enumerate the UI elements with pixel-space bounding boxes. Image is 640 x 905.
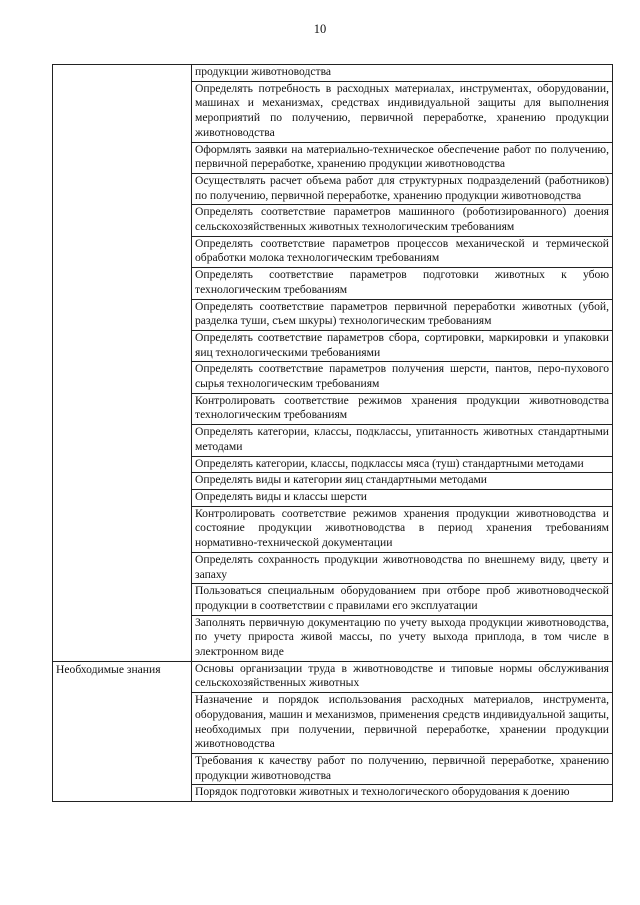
requirement-item: Определять соответствие параметров сбора, сортировки, маркировки и упаковки яиц технологическими требованиями — [192, 330, 613, 361]
table-row — [53, 65, 613, 82]
requirement-item: Определять категории, классы, подклассы мяса (туш) стандартными методами — [192, 456, 613, 473]
category-cell — [53, 65, 192, 662]
requirement-item: Определять потребность в расходных материалах, инструментах, оборудовании, машинах и механизмах, средствах индивидуальной защиты для выполнения мероприятий по получению, первичной переработке, хранению продукции животноводства — [192, 81, 613, 142]
requirement-item: Порядок подготовки животных и технологического оборудования к доению — [192, 785, 613, 802]
table-row — [53, 661, 613, 692]
requirements-table — [52, 64, 613, 802]
requirement-item: Контролировать соответствие режимов хранения продукции животноводства и состояние продукции животноводства в период хранения требованиям нормативно-технической документации — [192, 506, 613, 552]
requirement-item: Определять соответствие параметров процессов механической и термической обработки молока технологическим требованиям — [192, 236, 613, 267]
requirement-item: Осуществлять расчет объема работ для структурных подразделений (работников) по получению, первичной переработке, хранению продукции животноводства — [192, 173, 613, 204]
requirement-item: Определять виды и классы шерсти — [192, 489, 613, 506]
category-label: Необходимые знания — [56, 662, 161, 676]
requirement-item: Основы организации труда в животноводстве и типовые нормы обслуживания сельскохозяйственных животных — [192, 661, 613, 692]
category-cell — [53, 661, 192, 801]
requirement-item: Заполнять первичную документацию по учету выхода продукции животноводства, по учету прироста живой массы, по учету выхода приплода, в том числе в электронном виде — [192, 615, 613, 661]
requirement-item: Контролировать соответствие режимов хранения продукции животноводства технологическим требованиям — [192, 393, 613, 424]
requirement-item: Определять соответствие параметров первичной переработки животных (убой, разделка туши, съем шкуры) технологическим требованиям — [192, 299, 613, 330]
requirement-item: продукции животноводства — [192, 65, 613, 82]
requirement-item: Определять соответствие параметров получения шерсти, пантов, перо-пухового сырья технологическим требованиям — [192, 362, 613, 393]
requirement-item: Определять соответствие параметров машинного (роботизированного) доения сельскохозяйственных животных технологическим требованиям — [192, 205, 613, 236]
requirement-item: Требования к качеству работ по получению, первичной переработке, хранению продукции животноводства — [192, 753, 613, 784]
requirement-item: Определять сохранность продукции животноводства по внешнему виду, цвету и запаху — [192, 552, 613, 583]
category-label — [56, 65, 188, 66]
requirement-item: Пользоваться специальным оборудованием при отборе проб животноводческой продукции в соответствии с правилами его эксплуатации — [192, 584, 613, 615]
requirements-table-body — [53, 65, 613, 802]
requirement-item: Определять категории, классы, подклассы, упитанность животных стандартными методами — [192, 425, 613, 456]
requirement-item: Назначение и порядок использования расходных материалов, инструмента, оборудования, машин и механизмов, применения средств индивидуальной защиты, необходимых при получении, первичной переработке, хранении продукции животноводства — [192, 693, 613, 754]
page-number: 10 — [313, 22, 327, 36]
requirement-item: Оформлять заявки на материально-техническое обеспечение работ по получению, первичной переработке, хранению продукции животноводства — [192, 142, 613, 173]
requirement-item: Определять виды и категории яиц стандартными методами — [192, 473, 613, 490]
requirement-item: Определять соответствие параметров подготовки животных к убою технологическим требованиям — [192, 268, 613, 299]
